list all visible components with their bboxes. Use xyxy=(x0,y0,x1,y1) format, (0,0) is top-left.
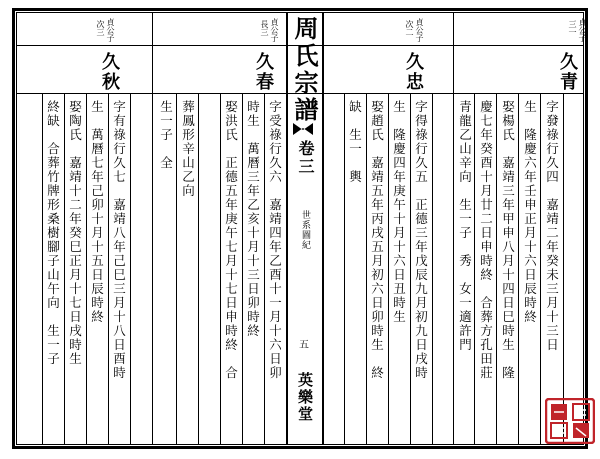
person-divider xyxy=(152,12,153,445)
entry-line: 字受祿行久六 嘉靖四年乙酉十一月十六日卯 xyxy=(267,100,283,380)
column-rule xyxy=(563,93,564,445)
book-title: 周氏宗譜 xyxy=(290,16,319,124)
entry-line: 字發祿行久四 嘉靖二年癸未三月十三日 xyxy=(544,100,560,352)
column-rule xyxy=(410,93,411,445)
column-rule xyxy=(474,93,475,445)
red-seal-stamp xyxy=(545,398,595,444)
page-number: 五 xyxy=(299,340,309,351)
generation-header: 貞公子 xyxy=(578,18,587,42)
entry-line: 字得祿行久五 正德三年戊辰九月初九日戌時 xyxy=(413,100,429,380)
entry-line: 生 萬曆七年己卯十月十五日辰時終 xyxy=(89,100,105,324)
entry-line: 娶楊氏 嘉靖三年甲申八月十四日巳時生 隆 xyxy=(500,100,516,380)
column-rule xyxy=(64,93,65,445)
column-rule xyxy=(264,93,265,445)
column-rule xyxy=(242,93,243,445)
person-name: 久春 xyxy=(253,52,274,92)
column-rule xyxy=(344,93,345,445)
generation-header: 貞公子 xyxy=(270,18,279,42)
entry-line: 青龍乙山辛向 生一子 秀 女一適許門 xyxy=(457,100,473,352)
entry-line: 葬鳳形辛山乙向 xyxy=(180,100,196,198)
column-rule xyxy=(540,93,541,445)
generation-label: 次三 xyxy=(96,20,105,36)
section-label: 世系圖紀 xyxy=(300,210,310,250)
column-rule xyxy=(86,93,87,445)
center-column-left-border xyxy=(286,12,288,445)
column-rule xyxy=(366,93,367,445)
column-rule xyxy=(432,93,433,445)
entry-line: 字有祿行久七 嘉靖八年己巳三月十八日酉時 xyxy=(111,100,127,380)
generation-label: 次二 xyxy=(405,20,414,36)
column-rule xyxy=(42,93,43,445)
column-rule xyxy=(108,93,109,445)
column-rule xyxy=(220,93,221,445)
generation-label: 長三 xyxy=(260,20,269,36)
entry-line: 生 隆慶六年壬申正月十六日辰時終 xyxy=(522,100,538,324)
entry-line: 娶洪氏 正德五年庚午七月十七日申時終 合 xyxy=(223,100,239,380)
center-column-right-border xyxy=(322,12,324,445)
column-rule xyxy=(176,93,177,445)
entry-line: 終缺 合葬竹牌形桑樹腳子山午向 生一子 xyxy=(45,100,61,366)
volume-label: 卷三 xyxy=(296,140,315,176)
entry-line: 娶陶氏 嘉靖十二年癸巳正月十七日戌時生 xyxy=(67,100,83,366)
column-rule xyxy=(518,93,519,445)
fish-tail-mark-icon xyxy=(292,122,314,136)
column-rule xyxy=(130,93,131,445)
column-rule xyxy=(198,93,199,445)
entry-line: 缺 生一 輿 xyxy=(347,100,363,184)
person-name: 久忠 xyxy=(403,52,424,92)
entry-line: 生一子 全 xyxy=(158,100,174,170)
column-rule xyxy=(496,93,497,445)
person-divider xyxy=(453,12,454,445)
column-rule xyxy=(388,93,389,445)
entry-line: 慶七年癸酉十月廿二日申時終 合葬方孔田莊 xyxy=(478,100,494,380)
generation-header: 貞公子 xyxy=(106,18,115,42)
hall-name: 英樂堂 xyxy=(296,372,314,423)
generation-label: 三一 xyxy=(568,20,577,36)
entry-line: 娶趙氏 嘉靖五年丙戌五月初六日卯時生 終 xyxy=(369,100,385,380)
entry-line: 生 隆慶四年庚午十月十六日丑時生 xyxy=(391,100,407,324)
generation-header: 貞公子 xyxy=(415,18,424,42)
person-name: 久秋 xyxy=(99,52,120,92)
entry-line: 時生 萬曆三年乙亥十月十三日卯時終 xyxy=(245,100,261,338)
person-name: 久青 xyxy=(557,52,578,92)
